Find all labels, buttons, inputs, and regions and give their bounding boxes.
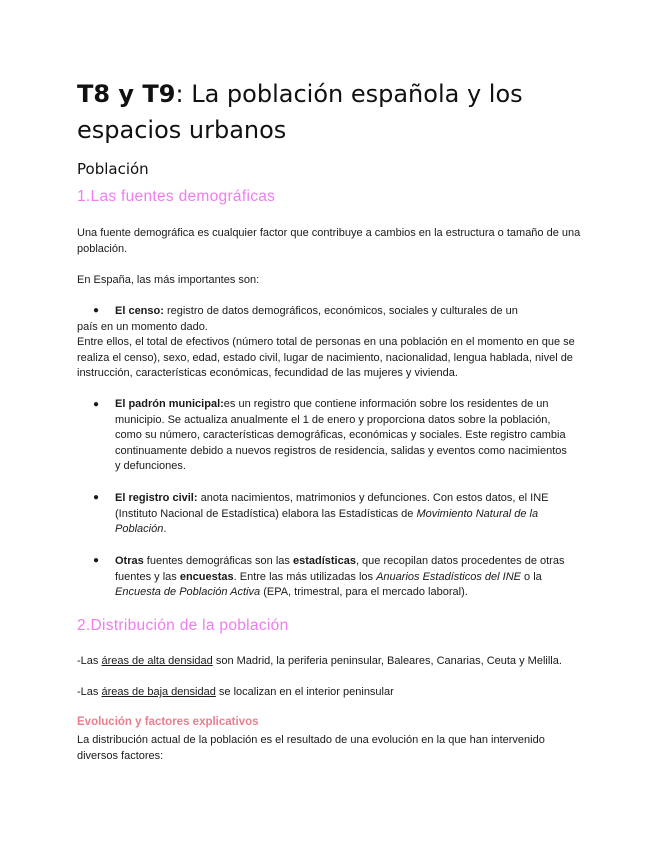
padron-item <box>115 397 575 475</box>
section2-heading: 2.Distribución de la población <box>77 617 289 634</box>
alta-underline: áreas de alta densidad <box>101 655 213 667</box>
registro-text: anota nacimientos, matrimonios y defunciones. Con estos datos, el INE (Instituto Nacional de Estadística) elabora las Estadísticas de <box>115 492 549 520</box>
baja-post: se localizan en el interior peninsular <box>215 686 394 698</box>
otras-i2: Encuesta de Población Activa <box>115 586 261 598</box>
section1-heading: 1.Las fuentes demográficas <box>77 188 276 205</box>
otras-b2: encuestas <box>179 570 234 583</box>
censo-extra: Entre ellos, el total de efectivos (número total de personas en una población en el momento en que se realiza el censo), sexo, edad, estado civil, lugar de nacimiento, nacionalidad, lengua hablada, nivel de instrucción, características económicas, fecundidad de las mujeres y vivienda. <box>77 336 575 379</box>
section1-lead: En España, las más importantes son: <box>77 274 260 286</box>
registro-italic: Movimiento Natural de la Población <box>115 507 539 535</box>
baja-pre: -Las <box>77 686 102 698</box>
otras-term: Otras <box>115 555 144 567</box>
otras-b1: estadísticas <box>292 555 356 567</box>
registro-term: El registro civil: <box>115 492 198 504</box>
otras-i1: Anuarios Estadísticos del INE <box>376 570 521 583</box>
bullet-otras: ● <box>93 555 100 566</box>
baja-underline: áreas de baja densidad <box>101 686 216 698</box>
censo-cont: país en un momento dado. <box>77 321 208 333</box>
alta-post: son Madrid, la periferia peninsular, Baleares, Canarias, Ceuta y Melilla. <box>212 655 562 667</box>
registro-item <box>115 491 575 538</box>
title-bold: T8 y T9 <box>77 80 176 108</box>
bullet-censo: ● <box>93 305 100 316</box>
alta-pre: -Las <box>77 655 102 667</box>
otras-t4: o la <box>521 570 542 583</box>
section2-para: La distribución actual de la población es el resultado de una evolución en la que han intervenido diversos factores: <box>77 734 545 762</box>
otras-t5: (EPA, trimestral, para el mercado laboral). <box>260 586 468 598</box>
subtitle: Población <box>77 160 149 178</box>
bullet-registro: ● <box>93 492 100 503</box>
padron-text: es un registro que contiene información sobre los residentes de un municipio. Se actualiza anualmente el 1 de enero y proporciona datos sobre la población, como su número, características demográficas, económicas y sociales. Este registro cambia continuamente debido a nuevos registros de residencia, salidas y eventos como nacimientos y defunciones. <box>115 398 567 472</box>
otras-item <box>115 554 575 601</box>
section1-intro: Una fuente demográfica es cualquier factor que contribuye a cambios en la estructura o tamaño de una población. <box>77 227 581 255</box>
otras-t3: . Entre las más utilizadas los <box>233 570 377 583</box>
bullet-padron: ● <box>93 399 100 410</box>
baja-densidad <box>77 685 583 701</box>
padron-term: El padrón municipal: <box>115 398 224 410</box>
censo-text: registro de datos demográficos, económicos, sociales y culturales de un <box>163 305 518 317</box>
censo-line <box>115 304 575 320</box>
alta-densidad <box>77 654 583 670</box>
censo-term: El censo: <box>115 305 164 317</box>
title-rest: : La población española y los espacios urbanos <box>77 80 523 144</box>
otras-t2: , que recopilan datos procedentes de otras fuentes y las <box>115 555 565 583</box>
section2-subheading: Evolución y factores explicativos <box>77 716 259 728</box>
registro-end: . <box>163 523 167 535</box>
page-title <box>77 76 617 148</box>
otras-t1: fuentes demográficas son las <box>143 555 293 567</box>
